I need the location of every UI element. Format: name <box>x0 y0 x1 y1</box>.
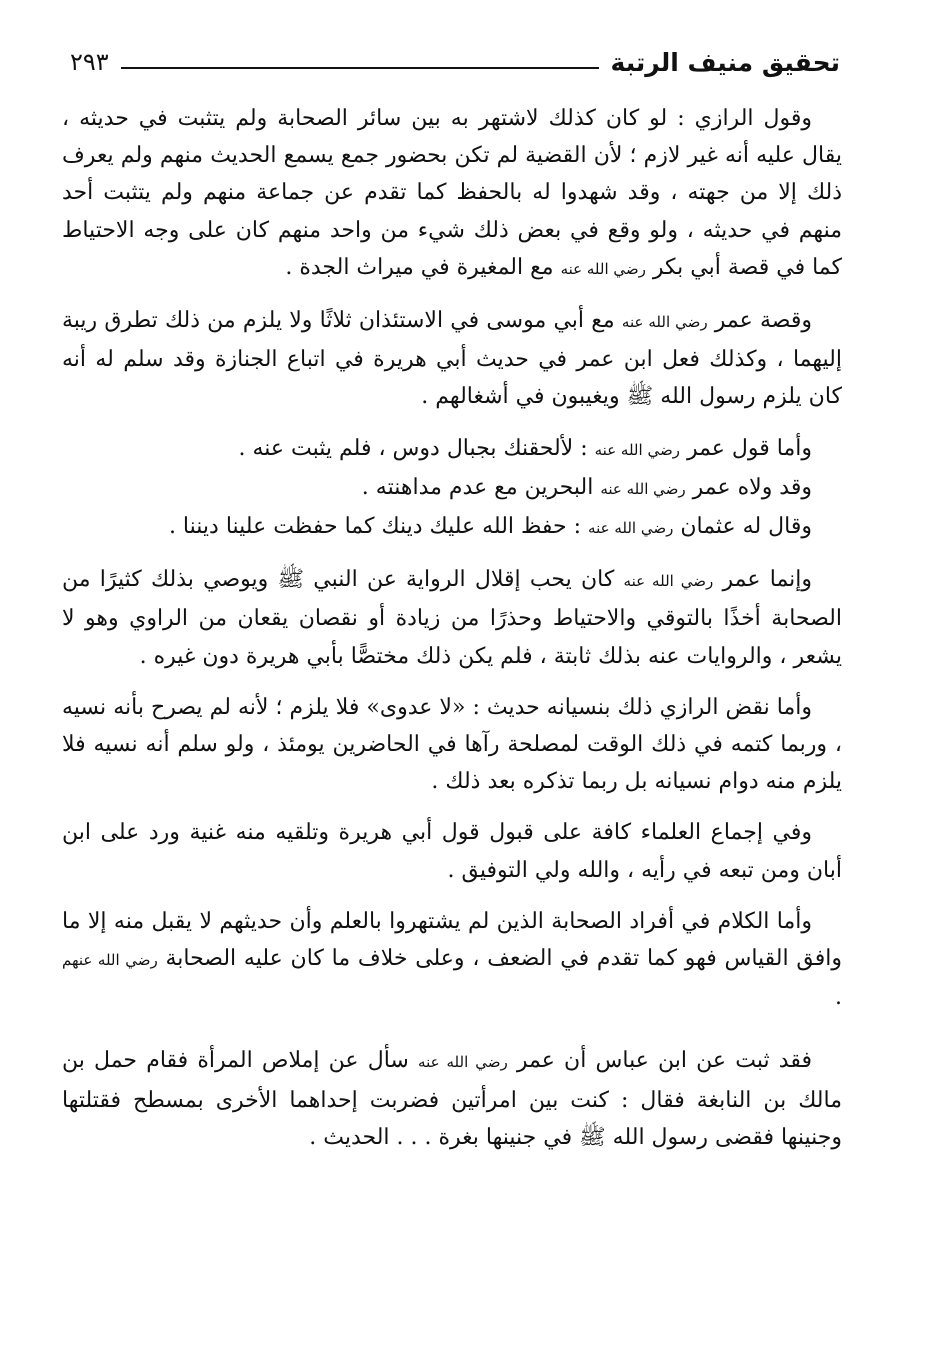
paragraph-8: وفي إجماع العلماء كافة على قبول قول أبي هريرة وتلقيه منه غنية ورد على ابن أبان ومن تبعه في رأيه ، والله ولي التوفيق . <box>62 820 842 883</box>
honorific-pbuh: ﷺ <box>626 384 654 410</box>
honorific-ra: رضي الله عنه <box>418 1053 508 1072</box>
honorific-ra: رضي الله عنه <box>600 479 686 498</box>
honorific-pbuh: ﷺ <box>277 567 305 593</box>
paragraph-4: وقد ولاه عمر رضي الله عنه البحرين مع عدم مداهنته . <box>361 474 812 500</box>
paragraph-7: وأما نقض الرازي ذلك بنسيانه حديث : «لا عدوى» فلا يلزم ؛ لأنه لم يصرح بأنه نسيه ، وربما كتمه في ذلك الوقت لمصلحة رآها في الحاضرين يومئذ ، ولو سلم أنه نسيه فلا يلزم منه دوام نسيانه بل ربما تذكره بعد ذلك . <box>62 694 842 795</box>
running-title: تحقيق منيف الرتبة <box>610 47 840 77</box>
paragraph-6: وإنما عمر رضي الله عنه كان يحب إقلال الرواية عن النبي ﷺ ويوصي بذلك كثيرًا من الصحابة أخذًا بالتوقي والاحتياط وحذرًا من زيادة أو نقصان يقعان من الراوي وهو لا يشعر ، والروايات عنه بذلك ثابتة ، فلم يكن ذلك مختصًّا بأبي هريرة دون غيره . <box>62 567 842 669</box>
paragraph-9: وأما الكلام في أفراد الصحابة الذين لم يشتهروا بالعلم وأن حديثهم لا يقبل منه إلا ما وافق القياس فهو كما تقدم في الضعف ، وعلى خلاف ما كان عليه الصحابة رضي الله عنهم . <box>62 908 842 1011</box>
honorific-ra: رضي الله عنه <box>623 572 714 591</box>
paragraph-1: وقول الرازي : لو كان كذلك لاشتهر به بين سائر الصحابة ولم يتثبت في حديثه ، يقال عليه أنه غير لازم ؛ لأن القضية لم تكن بحضور جمع يسمع الحديث منهم ولم يعرف ذلك إلا من جهته ، وقد شهدوا له بالحفظ كما تقدم عن جماعة منهم ولم يتثبت أحد منهم في حديثه ، ولو وقع في بعض ذلك شيء من واحد منهم كان على وجه الاحتياط كما في قصة أبي بكر رضي الله عنه مع المغيرة في ميراث الجدة . <box>62 106 842 280</box>
honorific-ra: رضي الله عنه <box>588 519 674 538</box>
honorific-pbuh: ﷺ <box>579 1124 606 1150</box>
paragraph-10: فقد ثبت عن ابن عباس أن عمر رضي الله عنه سأل عن إملاص المرأة فقام حمل بن مالك بن النابغة فقال : كنت بين امرأتين فضربت إحداهما الأخرى بمسطح فقتلتها وجنينها فقضى رسول الله ﷺ في جنينها بغرة . . . الحديث . <box>62 1048 842 1150</box>
body-text <box>62 100 842 1170</box>
honorific-ra: رضي الله عنه <box>594 440 680 459</box>
honorific-ra: رضي الله عنه <box>560 259 646 278</box>
header-rule <box>121 67 599 69</box>
paragraph-2: وقصة عمر رضي الله عنه مع أبي موسى في الاستئذان ثلاثًا ولا يلزم من ذلك تطرق ريبة إليهما ، وكذلك فعل ابن عمر في حديث أبي هريرة في اتباع الجنازة وقد سلم له أنه كان يلزم رسول الله ﷺ ويغيبون في أشغالهم . <box>62 308 842 410</box>
paragraph-5: وقال له عثمان رضي الله عنه : حفظ الله عليك دينك كما حفظت علينا ديننا . <box>168 514 812 540</box>
honorific-ra: رضي الله عنه <box>621 313 708 332</box>
page-number: ٢٩٣ <box>70 48 109 76</box>
honorific-ra-plural: رضي الله عنهم <box>62 951 158 970</box>
paragraph-3: وأما قول عمر رضي الله عنه : لألحقنك بجبال دوس ، فلم يثبت عنه . <box>238 435 812 461</box>
page-header <box>70 42 840 82</box>
